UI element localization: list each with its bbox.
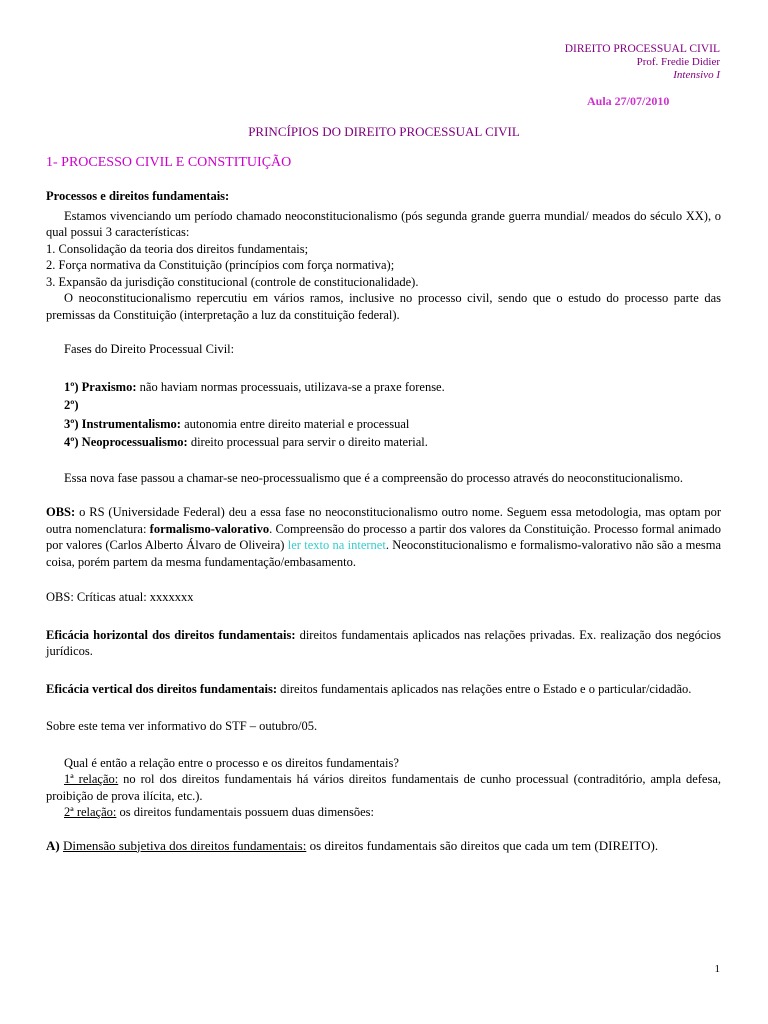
subheading: Processos e direitos fundamentais: bbox=[46, 189, 230, 203]
fases-list bbox=[46, 379, 721, 451]
eficacia-vertical bbox=[46, 681, 721, 698]
rel2-label: 2ª relação: bbox=[64, 805, 117, 819]
question: Qual é então a relação entre o processo e os direitos fundamentais? bbox=[64, 755, 399, 770]
list-item bbox=[46, 434, 721, 451]
fases-intro: Fases do Direito Processual Civil: bbox=[64, 342, 235, 356]
paragraph: O neoconstitucionalismo repercutiu em vários ramos, inclusive no processo civil, sendo que o estudo do processo parte das premissas da Constituição (interpretação a luz da constituição federal). bbox=[46, 291, 721, 322]
dim-label: Dimensão subjetiva dos direitos fundamentais: bbox=[62, 837, 307, 853]
header-module: Intensivo I bbox=[673, 69, 720, 81]
obs-text: o RS (Universidade Federal) deu a essa fase no neoconstitucionalismo outro nome. Seguem essa metodologia, mas optam por outra nomenclatura: bbox=[46, 505, 721, 536]
list-item: 2. Força normativa da Constituição (princípios com força normativa); bbox=[46, 258, 395, 272]
dim-text: os direitos fundamentais são direitos que cada um tem (DIREITO). bbox=[306, 837, 659, 853]
header-professor: Prof. Fredie Didier bbox=[636, 56, 720, 68]
fase-label: 3º) Instrumentalismo: bbox=[64, 416, 181, 431]
fase-label: 2º) bbox=[64, 398, 79, 412]
obs-bold: formalismo-valorativo bbox=[149, 521, 270, 536]
list-item bbox=[46, 416, 721, 433]
rel1-label: 1ª relação: bbox=[64, 772, 119, 786]
relacao-1 bbox=[46, 771, 721, 804]
obs-criticas: OBS: Críticas atual: xxxxxxx bbox=[46, 590, 194, 604]
eficacia-h-label: Eficácia horizontal dos direitos fundamentais: bbox=[46, 627, 296, 642]
paragraph: Estamos vivenciando um período chamado neoconstitucionalismo (pós segunda grande guerra mundial/ meados do século XX), o qual possui 3 características: bbox=[46, 208, 721, 239]
document-body bbox=[46, 188, 721, 854]
list-item bbox=[46, 397, 721, 414]
fase-text: autonomia entre direito material e processual bbox=[180, 416, 410, 431]
header-course: DIREITO PROCESSUAL CIVIL bbox=[564, 43, 720, 55]
fase-label: 1º) Praxismo: bbox=[64, 379, 137, 394]
page-title: PRINCÍPIOS DO DIREITO PROCESSUAL CIVIL bbox=[248, 124, 520, 139]
fase-label: 4º) Neoprocessualismo: bbox=[64, 435, 188, 449]
eficacia-horizontal bbox=[46, 627, 721, 660]
obs-paragraph bbox=[46, 504, 721, 570]
dim-letter: A) bbox=[46, 837, 60, 853]
rel1-text: no rol dos direitos fundamentais há vários direitos fundamentais de cunho processual (contraditório, ampla defesa, proibição de prova ilícita, etc.). bbox=[46, 772, 721, 803]
page-number: 1 bbox=[714, 963, 720, 975]
internet-link[interactable]: ler texto na internet bbox=[287, 538, 386, 552]
lesson-date: Aula 27/07/2010 bbox=[587, 94, 670, 108]
fase-text: não haviam normas processuais, utilizava-se a praxe forense. bbox=[136, 379, 445, 394]
obs-text: . Neoconstitucionalismo e formalismo-valorativo não são a mesma coisa, porém partem da mesma fundamentação/embasamento. bbox=[46, 538, 722, 569]
stf-note: Sobre este tema ver informativo do STF – outubro/05. bbox=[46, 719, 318, 733]
list-item bbox=[46, 379, 721, 396]
obs-label: OBS: bbox=[46, 505, 76, 519]
eficacia-v-text: direitos fundamentais aplicados nas relações entre o Estado e o particular/cidadão. bbox=[277, 681, 692, 696]
dimensao-a bbox=[46, 838, 721, 855]
rel2-text: os direitos fundamentais possuem duas dimensões: bbox=[116, 805, 374, 819]
list-item: 1. Consolidação da teoria dos direitos fundamentais; bbox=[46, 241, 309, 256]
eficacia-v-label: Eficácia vertical dos direitos fundamentais: bbox=[46, 681, 277, 696]
fase-text: direito processual para servir o direito material. bbox=[187, 435, 428, 449]
paragraph: Essa nova fase passou a chamar-se neo-processualismo que é a compreensão do processo através do neoconstitucionalismo. bbox=[64, 470, 683, 485]
relacao-2 bbox=[46, 804, 721, 821]
eficacia-h-text: direitos fundamentais aplicados nas relações privadas. Ex. realização dos negócios jurídicos. bbox=[46, 627, 721, 658]
list-item: 3. Expansão da jurisdição constitucional (controle de constitucionalidade). bbox=[46, 274, 419, 289]
obs-text: . Compreensão do processo a partir dos valores da Constituição. Processo formal animado por valores (Carlos Alberto Álvaro de Oliveira) bbox=[46, 521, 721, 552]
section-heading: 1- PROCESSO CIVIL E CONSTITUIÇÃO bbox=[46, 155, 292, 170]
